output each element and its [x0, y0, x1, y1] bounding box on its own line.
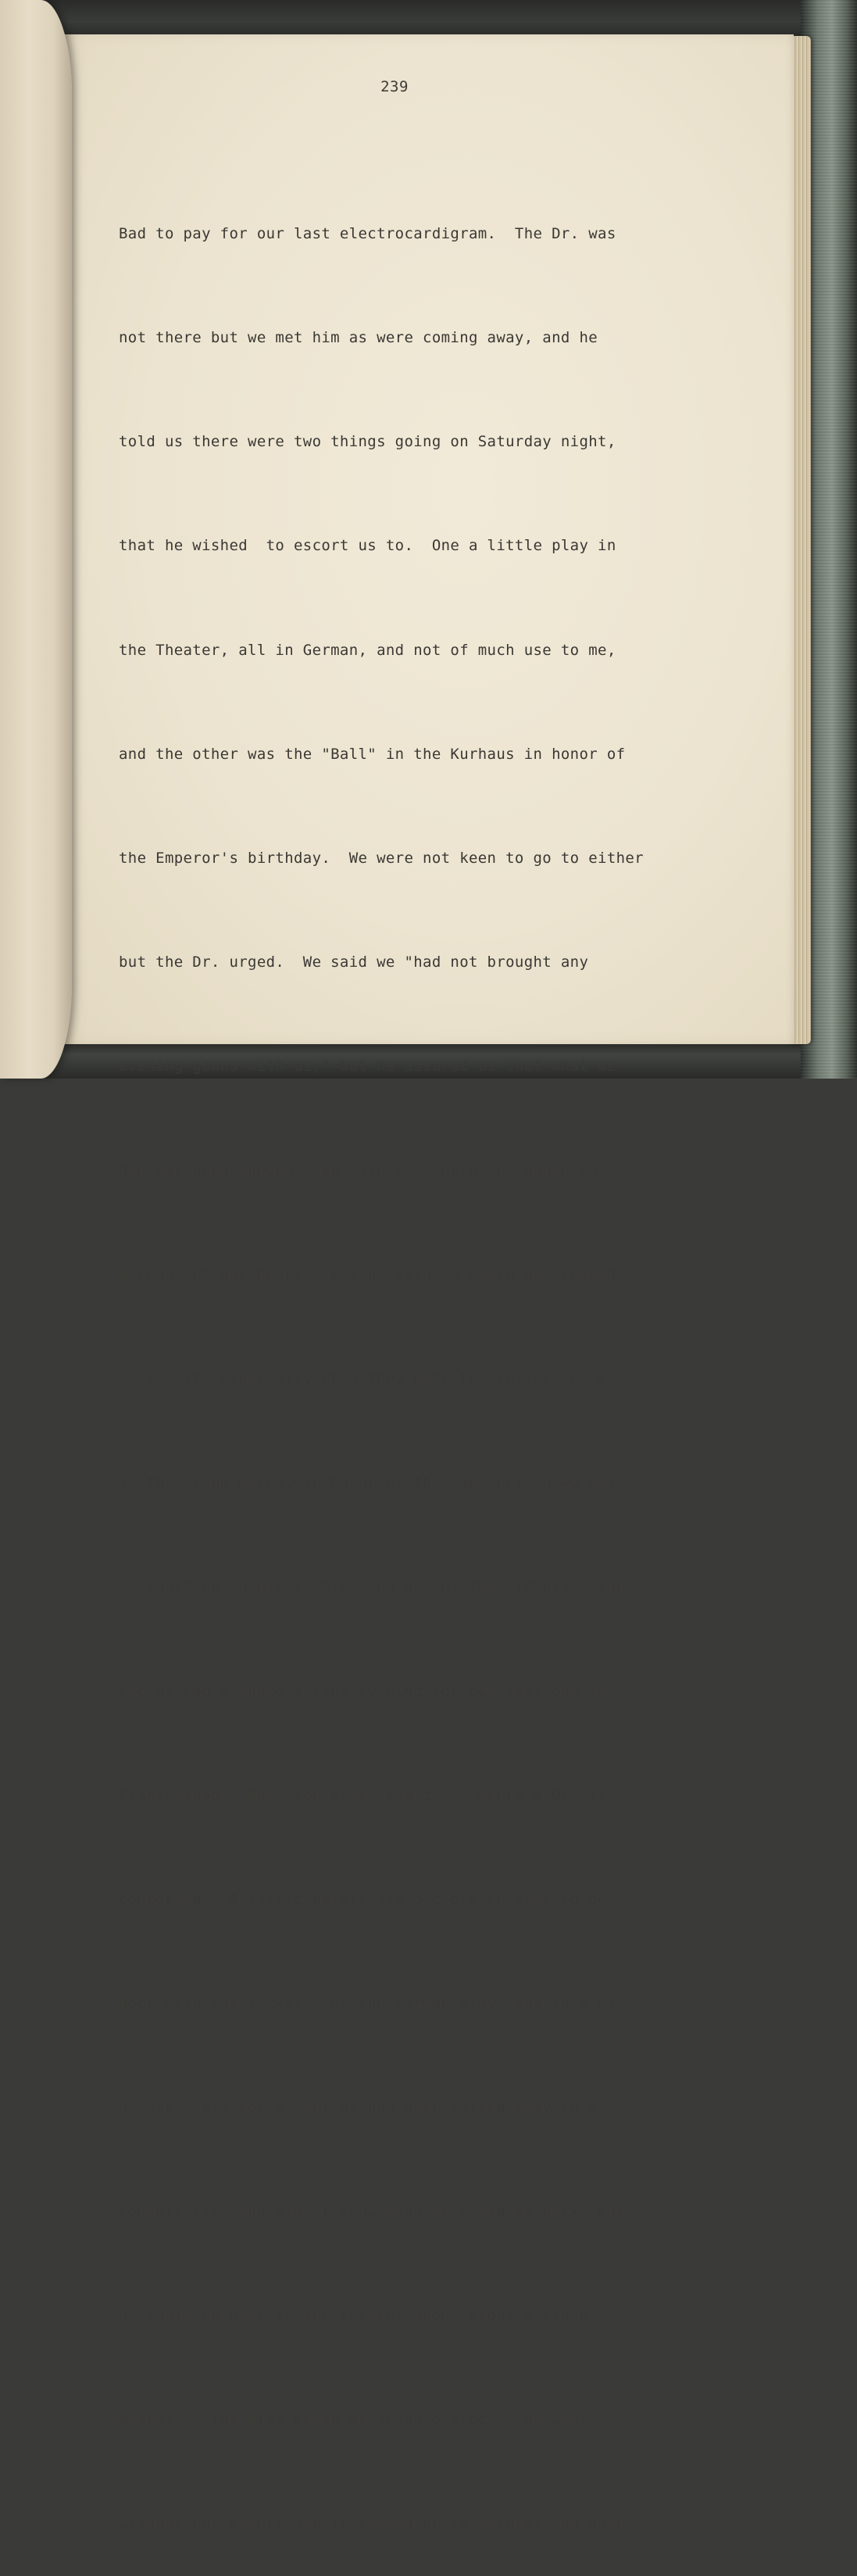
text-line: door with the tickets for the German play, and told us: [119, 1995, 616, 2012]
text-line: see he had planned a fine evening for our last one in: [119, 1682, 607, 1700]
text-line: had was good enough. We said we "could not dance on: [119, 1161, 598, 1179]
text-line: in the grand march, in honor of the Emperor; so we said: [119, 1474, 626, 1492]
text-line: he"would be over to the theater about eight o'clock: [119, 2306, 589, 2324]
text-line: but the Dr. urged. We said we "had not brought any: [119, 953, 589, 971]
text-line: concerned. A little before six o'clock he came to our: [119, 1891, 616, 1909]
text-line: we would go to please him! and he got the tickets. You: [119, 1578, 626, 1596]
text-line: the Emperor's birthday. We were not keen to go to either: [119, 850, 644, 868]
text-line: consultation and didn't know when he would be back, but: [119, 2202, 626, 2220]
page-number: 239: [380, 78, 409, 95]
text-line: Bad to pay for our last electrocardigram. The Dr. was: [119, 224, 616, 242]
text-line: he was "very sorry" but he had been called away to a: [119, 2098, 598, 2116]
text-line: to see it, especially when they made the letters E. F.: [119, 1370, 616, 1388]
binding-top-edge: [47, 0, 828, 36]
text-line: that he wished to escort us to. One a little play in: [119, 537, 616, 555]
text-line: and the other was the "Ball" in the Kurhaus in honor of: [119, 745, 626, 763]
text-line: evening gowns with us," but he assured us that what we: [119, 1057, 616, 1075]
text-line: not there but we met him as were coming away, and he: [119, 329, 598, 347]
facing-page-left: [0, 0, 72, 1079]
text-line: maybe!" The play began at seven o'clock. We went: [119, 2411, 589, 2429]
typed-text-body: [119, 147, 783, 2576]
text-line: told us there were two things going on Saturday night,: [119, 433, 616, 451]
text-line: Franzensbad. But "you never can tell" where a Dr. is: [119, 1786, 607, 1804]
text-line: the Theater, all in German, and not of much use to me,: [119, 641, 616, 659]
text-line: without our escort and it seemed quite natural and home-: [119, 2515, 635, 2533]
text-line: account of our heart," but he said we would be pleased: [119, 1265, 616, 1283]
